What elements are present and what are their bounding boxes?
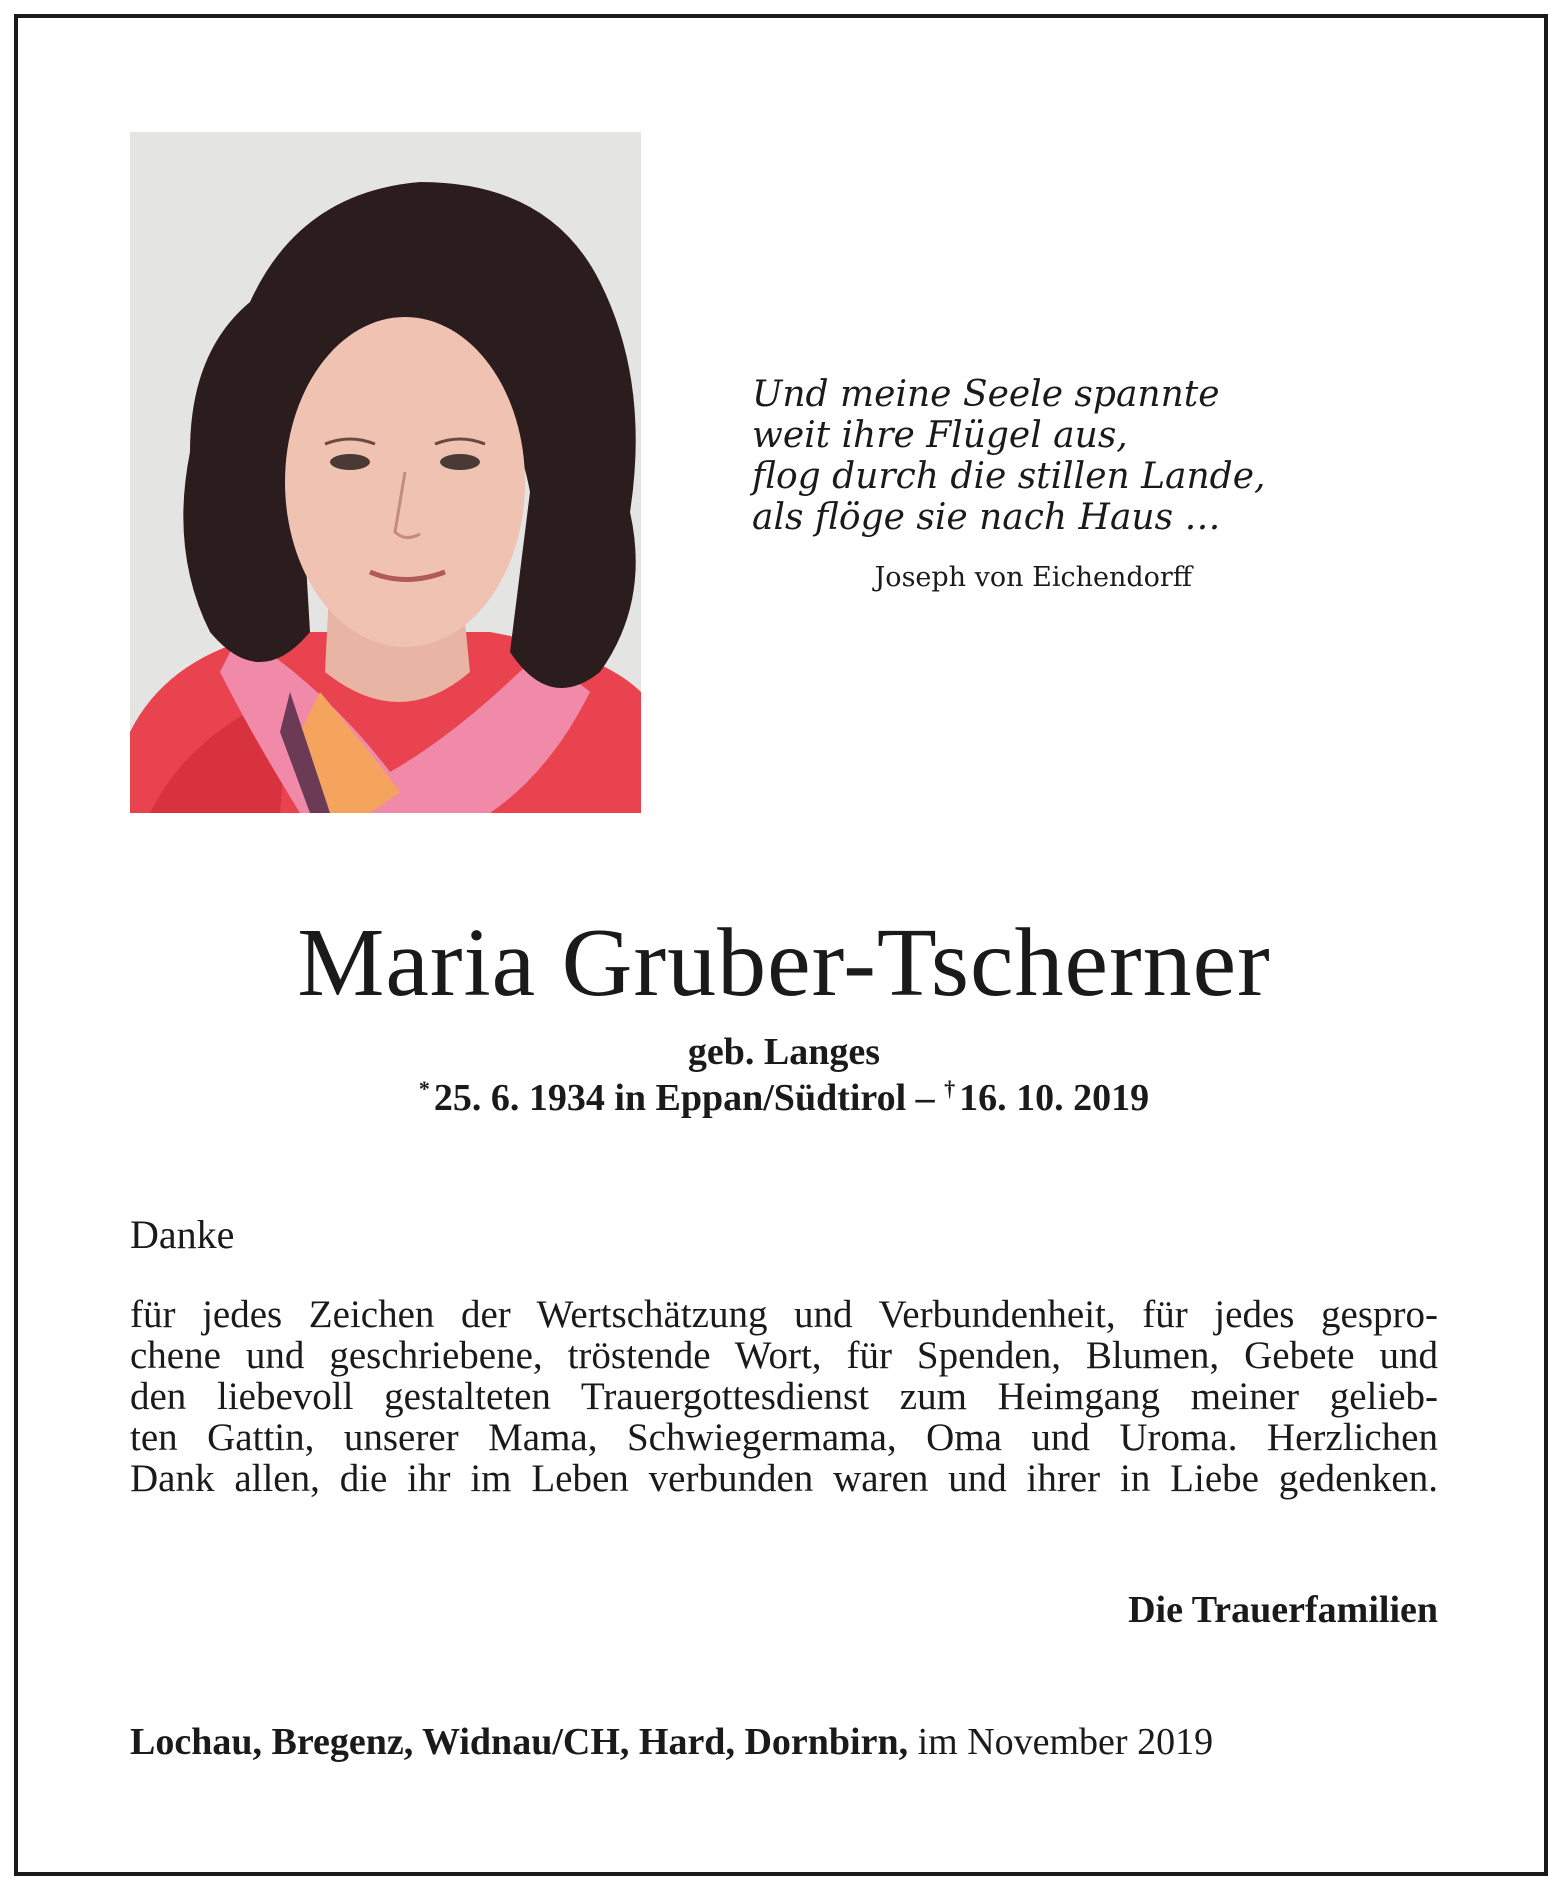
born-name: geb. Langes xyxy=(687,1031,881,1073)
footer-place-date xyxy=(130,1718,1213,1766)
portrait-photo xyxy=(130,132,641,813)
signature: Die Trauerfamilien xyxy=(1128,1589,1438,1631)
death-date: 16. 10. 2019 xyxy=(959,1077,1150,1119)
poem-quote xyxy=(752,374,1272,538)
quote-author: Joseph von Eichendorff xyxy=(874,562,1192,593)
birth-symbol: * xyxy=(418,1076,430,1101)
thanks-text xyxy=(130,1294,1438,1499)
deceased-name: Maria Gruber-Tscherner xyxy=(297,909,1271,1017)
birth-date: 25. 6. 1934 in Eppan/Südtirol – xyxy=(433,1077,935,1119)
thanks-line: für jedes Zeichen der Wertschätzung und Verbundenheit, für jedes gespro- xyxy=(130,1293,1438,1336)
thanks-line: chene und geschriebene, tröstende Wort, für Spenden, Blumen, Gebete und xyxy=(130,1334,1438,1377)
quote-line: Und meine Seele spannte xyxy=(752,374,1220,415)
thanks-line: Dank allen, die ihr im Leben verbunden waren und ihrer in Liebe gedenken. xyxy=(130,1457,1438,1500)
quote-line: als flöge sie nach Haus … xyxy=(752,497,1221,538)
thanks-line: den liebevoll gestalteten Trauergottesdienst zum Heimgang meiner gelieb- xyxy=(130,1375,1438,1418)
footer-date: im November 2019 xyxy=(917,1721,1214,1763)
thanks-line: ten Gattin, unserer Mama, Schwiegermama, Oma und Uroma. Herzlichen xyxy=(130,1416,1438,1459)
quote-line: flog durch die stillen Lande, xyxy=(752,456,1266,497)
death-symbol: † xyxy=(944,1076,956,1101)
thanks-heading: Danke xyxy=(130,1212,235,1257)
footer-places: Lochau, Bregenz, Widnau/CH, Hard, Dornbirn, xyxy=(130,1721,909,1763)
quote-line: weit ihre Flügel aus, xyxy=(752,415,1128,456)
life-dates xyxy=(0,1074,1568,1122)
